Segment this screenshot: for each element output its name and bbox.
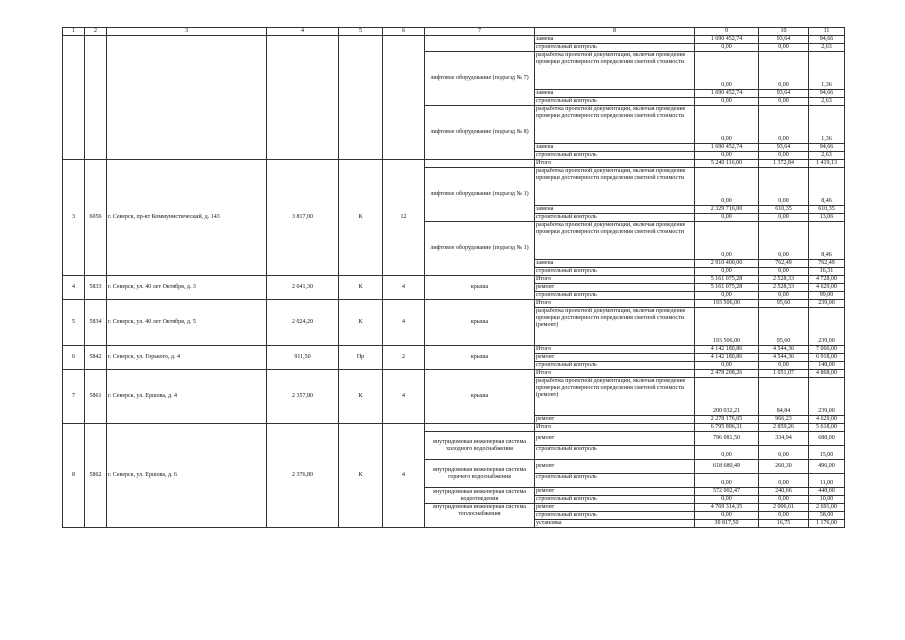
area-cell: 2 024,20 — [267, 300, 339, 346]
item-cell: строительный контроль — [535, 446, 695, 460]
value-cell: 6 918,00 — [809, 354, 845, 362]
value-cell: 0,00 — [695, 152, 759, 160]
value-cell: 762,49 — [809, 260, 845, 268]
type-cell: К — [339, 370, 383, 424]
value-cell: 0,00 — [759, 268, 809, 276]
header-cell: 5 — [339, 28, 383, 36]
header-cell: 11 — [809, 28, 845, 36]
value-cell: 5 618,00 — [809, 424, 845, 432]
area-cell — [267, 36, 339, 160]
value-cell: 239,00 — [809, 300, 845, 308]
type-cell: Пр — [339, 346, 383, 370]
work-cell — [425, 424, 535, 432]
value-cell: 4 728,00 — [809, 276, 845, 284]
value-cell: 5 161 075,28 — [695, 284, 759, 292]
house-id-cell: 5861 — [85, 370, 107, 424]
value-cell: 0,00 — [695, 222, 759, 260]
value-cell: 93,64 — [759, 36, 809, 44]
floors-cell: 4 — [383, 300, 425, 346]
value-cell: 0,00 — [759, 106, 809, 144]
value-cell: 99,00 — [809, 292, 845, 300]
work-cell: крыша — [425, 300, 535, 346]
value-cell: 1 690 452,74 — [695, 144, 759, 152]
area-cell: 2 376,80 — [267, 424, 339, 528]
value-cell: 10,00 — [809, 496, 845, 504]
value-cell: 39 817,50 — [695, 520, 759, 528]
address-cell: г. Северск, ул. Горького, д. 4 — [107, 346, 267, 370]
value-cell: 0,00 — [695, 106, 759, 144]
work-cell — [425, 36, 535, 52]
value-cell: 8,46 — [809, 168, 845, 206]
header-cell: 9 — [695, 28, 759, 36]
value-cell: 8,46 — [809, 222, 845, 260]
value-cell: 618 680,49 — [695, 460, 759, 474]
item-cell: строительный контроль — [535, 44, 695, 52]
item-cell: строительный контроль — [535, 98, 695, 106]
table-row — [63, 300, 845, 308]
item-cell: строительный контроль — [535, 496, 695, 504]
value-cell: 200 032,21 — [695, 378, 759, 416]
value-cell: 16,31 — [809, 268, 845, 276]
work-cell: крыша — [425, 346, 535, 370]
header-cell: 2 — [85, 28, 107, 36]
row-number-cell: 5 — [63, 300, 85, 346]
value-cell: 95,60 — [759, 300, 809, 308]
value-cell: 572 002,47 — [695, 488, 759, 496]
area-cell: 2 041,30 — [267, 276, 339, 300]
value-cell: 610,35 — [809, 206, 845, 214]
value-cell: 966,23 — [759, 416, 809, 424]
value-cell: 95,60 — [759, 308, 809, 346]
value-cell: 448,00 — [809, 488, 845, 496]
item-cell: ремонт — [535, 460, 695, 474]
value-cell: 1 419,13 — [809, 160, 845, 168]
value-cell: 5 240 116,00 — [695, 160, 759, 168]
work-cell: внутридомовая инженерная система теплоснабжения — [425, 504, 535, 528]
item-cell: строительный контроль — [535, 214, 695, 222]
value-cell: 94,66 — [809, 90, 845, 98]
floors-cell: 12 — [383, 160, 425, 276]
value-cell: 0,00 — [759, 152, 809, 160]
value-cell: 148,00 — [809, 362, 845, 370]
value-cell: 1,36 — [809, 52, 845, 90]
row-number-cell: 8 — [63, 424, 85, 528]
item-cell: строительный контроль — [535, 362, 695, 370]
value-cell: 0,00 — [695, 292, 759, 300]
type-cell: К — [339, 276, 383, 300]
value-cell: 0,00 — [695, 268, 759, 276]
capital-repair-table — [62, 27, 845, 528]
house-id-cell: 6056 — [85, 160, 107, 276]
value-cell: 2 910 400,00 — [695, 260, 759, 268]
value-cell: 11,00 — [809, 474, 845, 488]
value-cell: 1,36 — [809, 106, 845, 144]
value-cell: 0,00 — [759, 222, 809, 260]
table-row — [63, 276, 845, 284]
header-row — [63, 28, 845, 36]
value-cell: 0,00 — [759, 52, 809, 90]
item-cell: разработка проектной документации, включая проведение проверки достоверности определения сметной стоимости — [535, 168, 695, 206]
table-row — [63, 160, 845, 168]
value-cell: 0,00 — [695, 214, 759, 222]
work-cell: лифтовое оборудование (подъезд № 7) — [425, 52, 535, 106]
item-cell: Итого — [535, 424, 695, 432]
value-cell: 334,94 — [759, 432, 809, 446]
value-cell: 2 691,00 — [809, 504, 845, 512]
value-cell: 0,00 — [759, 362, 809, 370]
header-cell: 4 — [267, 28, 339, 36]
item-cell: строительный контроль — [535, 474, 695, 488]
value-cell: 0,00 — [695, 362, 759, 370]
value-cell: 2 859,26 — [759, 424, 809, 432]
value-cell: 0,00 — [695, 98, 759, 106]
value-cell: 4 629,00 — [809, 416, 845, 424]
value-cell: 7 066,00 — [809, 346, 845, 354]
work-cell: лифтовое оборудование (подъезд № 8) — [425, 106, 535, 160]
header-cell: 6 — [383, 28, 425, 36]
row-number-cell: 7 — [63, 370, 85, 424]
address-cell: г. Северск, ул. Ершова, д. 6 — [107, 424, 267, 528]
house-id-cell: 5862 — [85, 424, 107, 528]
value-cell: 1 051,07 — [759, 370, 809, 378]
item-cell: ремонт — [535, 504, 695, 512]
value-cell: 0,00 — [759, 446, 809, 460]
row-number-cell: 3 — [63, 160, 85, 276]
item-cell: Итого — [535, 300, 695, 308]
value-cell: 240,66 — [759, 488, 809, 496]
item-cell: ремонт — [535, 432, 695, 446]
item-cell: замена — [535, 144, 695, 152]
table-row — [63, 370, 845, 378]
value-cell: 0,00 — [695, 474, 759, 488]
work-cell: внутридомовая инженерная система горячего водоснабжения — [425, 460, 535, 488]
item-cell: ремонт — [535, 354, 695, 362]
value-cell: 4 544,36 — [759, 346, 809, 354]
work-cell: лифтовое оборудование (подъезд № 1) — [425, 168, 535, 222]
value-cell: 0,00 — [759, 98, 809, 106]
value-cell: 610,35 — [759, 206, 809, 214]
value-cell: 1 176,00 — [809, 520, 845, 528]
value-cell: 239,00 — [809, 308, 845, 346]
value-cell: 496,00 — [809, 460, 845, 474]
value-cell: 2,63 — [809, 44, 845, 52]
item-cell: разработка проектной документации, включая проведение проверки достоверности определения сметной стоимости (ремонт) — [535, 378, 695, 416]
work-cell: крыша — [425, 276, 535, 300]
type-cell: К — [339, 424, 383, 528]
type-cell: К — [339, 300, 383, 346]
area-cell: 3 817,00 — [267, 160, 339, 276]
header-cell: 8 — [535, 28, 695, 36]
value-cell: 0,00 — [759, 496, 809, 504]
item-cell: строительный контроль — [535, 292, 695, 300]
value-cell: 0,00 — [759, 292, 809, 300]
value-cell: 0,00 — [695, 44, 759, 52]
address-cell: г. Северск, пр-кт Коммунистический, д. 143 — [107, 160, 267, 276]
value-cell: 94,66 — [809, 36, 845, 44]
value-cell: 4 142 180,86 — [695, 346, 759, 354]
value-cell: 4 142 180,86 — [695, 354, 759, 362]
value-cell: 0,00 — [695, 512, 759, 520]
value-cell: 2 528,33 — [759, 284, 809, 292]
header-cell: 7 — [425, 28, 535, 36]
item-cell: разработка проектной документации, включая проведение проверки достоверности определения сметной стоимости — [535, 106, 695, 144]
value-cell: 0,00 — [695, 496, 759, 504]
work-cell — [425, 160, 535, 168]
item-cell: замена — [535, 36, 695, 44]
value-cell: 0,00 — [759, 214, 809, 222]
value-cell: 1 372,84 — [759, 160, 809, 168]
item-cell: ремонт — [535, 416, 695, 424]
value-cell: 193 506,00 — [695, 300, 759, 308]
item-cell: ремонт — [535, 488, 695, 496]
value-cell: 0,00 — [759, 168, 809, 206]
floors-cell: 2 — [383, 346, 425, 370]
value-cell: 0,00 — [695, 446, 759, 460]
value-cell: 0,00 — [759, 474, 809, 488]
value-cell: 2 278 176,05 — [695, 416, 759, 424]
item-cell: замена — [535, 206, 695, 214]
address-cell: г. Северск, ул. 40 лет Октября, д. 5 — [107, 300, 267, 346]
type-cell — [339, 36, 383, 160]
work-cell: внутридомовая инженерная система холодного водоснабжения — [425, 432, 535, 460]
row-number-cell: 4 — [63, 276, 85, 300]
value-cell: 16,75 — [759, 520, 809, 528]
item-cell: замена — [535, 90, 695, 98]
work-cell: крыша — [425, 370, 535, 424]
type-cell: К — [339, 160, 383, 276]
floors-cell — [383, 36, 425, 160]
value-cell: 4 868,00 — [809, 370, 845, 378]
house-id-cell: 5833 — [85, 276, 107, 300]
house-id-cell: 5834 — [85, 300, 107, 346]
table-row — [63, 36, 845, 44]
table-row — [63, 424, 845, 432]
value-cell: 0,00 — [759, 512, 809, 520]
item-cell: Итого — [535, 346, 695, 354]
item-cell: Итого — [535, 160, 695, 168]
item-cell: Итого — [535, 276, 695, 284]
item-cell: строительный контроль — [535, 268, 695, 276]
work-cell: внутридомовая инженерная система водоотведения — [425, 488, 535, 504]
item-cell: Итого — [535, 370, 695, 378]
value-cell: 2,63 — [809, 152, 845, 160]
value-cell: 5 161 075,28 — [695, 276, 759, 284]
value-cell: 688,00 — [809, 432, 845, 446]
value-cell: 13,06 — [809, 214, 845, 222]
value-cell: 84,84 — [759, 378, 809, 416]
house-id-cell — [85, 36, 107, 160]
row-number-cell — [63, 36, 85, 160]
item-cell: замена — [535, 260, 695, 268]
value-cell: 0,00 — [759, 44, 809, 52]
floors-cell: 4 — [383, 276, 425, 300]
table-row — [63, 346, 845, 354]
value-cell: 58,00 — [809, 512, 845, 520]
item-cell: строительный контроль — [535, 512, 695, 520]
item-cell: ремонт — [535, 284, 695, 292]
value-cell: 4 629,00 — [809, 284, 845, 292]
value-cell: 2,63 — [809, 98, 845, 106]
value-cell: 4 544,36 — [759, 354, 809, 362]
value-cell: 2 006,61 — [759, 504, 809, 512]
floors-cell: 4 — [383, 424, 425, 528]
header-cell: 3 — [107, 28, 267, 36]
house-id-cell: 5842 — [85, 346, 107, 370]
value-cell: 94,66 — [809, 144, 845, 152]
item-cell: строительный контроль — [535, 152, 695, 160]
value-cell: 762,49 — [759, 260, 809, 268]
value-cell: 2 528,33 — [759, 276, 809, 284]
value-cell: 193 506,00 — [695, 308, 759, 346]
header-cell: 1 — [63, 28, 85, 36]
value-cell: 1 690 452,74 — [695, 90, 759, 98]
item-cell: установка — [535, 520, 695, 528]
address-cell: г. Северск, ул. 40 лет Октября, д. 3 — [107, 276, 267, 300]
value-cell: 93,64 — [759, 90, 809, 98]
item-cell: разработка проектной документации, включая проведение проверки достоверности определения сметной стоимости — [535, 52, 695, 90]
value-cell: 6 795 896,31 — [695, 424, 759, 432]
value-cell: 2 329 716,00 — [695, 206, 759, 214]
value-cell: 0,00 — [695, 168, 759, 206]
address-cell — [107, 36, 267, 160]
value-cell: 15,00 — [809, 446, 845, 460]
value-cell: 4 769 314,35 — [695, 504, 759, 512]
floors-cell: 4 — [383, 370, 425, 424]
value-cell: 2 478 208,26 — [695, 370, 759, 378]
value-cell: 93,64 — [759, 144, 809, 152]
value-cell: 1 690 452,74 — [695, 36, 759, 44]
value-cell: 260,30 — [759, 460, 809, 474]
work-cell: лифтовое оборудование (подъезд № 1) — [425, 222, 535, 276]
item-cell: разработка проектной документации, включая проведение проверки достоверности определения сметной стоимости — [535, 222, 695, 260]
row-number-cell: 6 — [63, 346, 85, 370]
address-cell: г. Северск, ул. Ершова, д. 4 — [107, 370, 267, 424]
value-cell: 0,00 — [695, 52, 759, 90]
area-cell: 911,50 — [267, 346, 339, 370]
value-cell: 239,00 — [809, 378, 845, 416]
header-cell: 10 — [759, 28, 809, 36]
area-cell: 2 357,80 — [267, 370, 339, 424]
value-cell: 796 081,50 — [695, 432, 759, 446]
item-cell: разработка проектной документации, включая проведение проверки достоверности определения сметной стоимости (ремонт) — [535, 308, 695, 346]
